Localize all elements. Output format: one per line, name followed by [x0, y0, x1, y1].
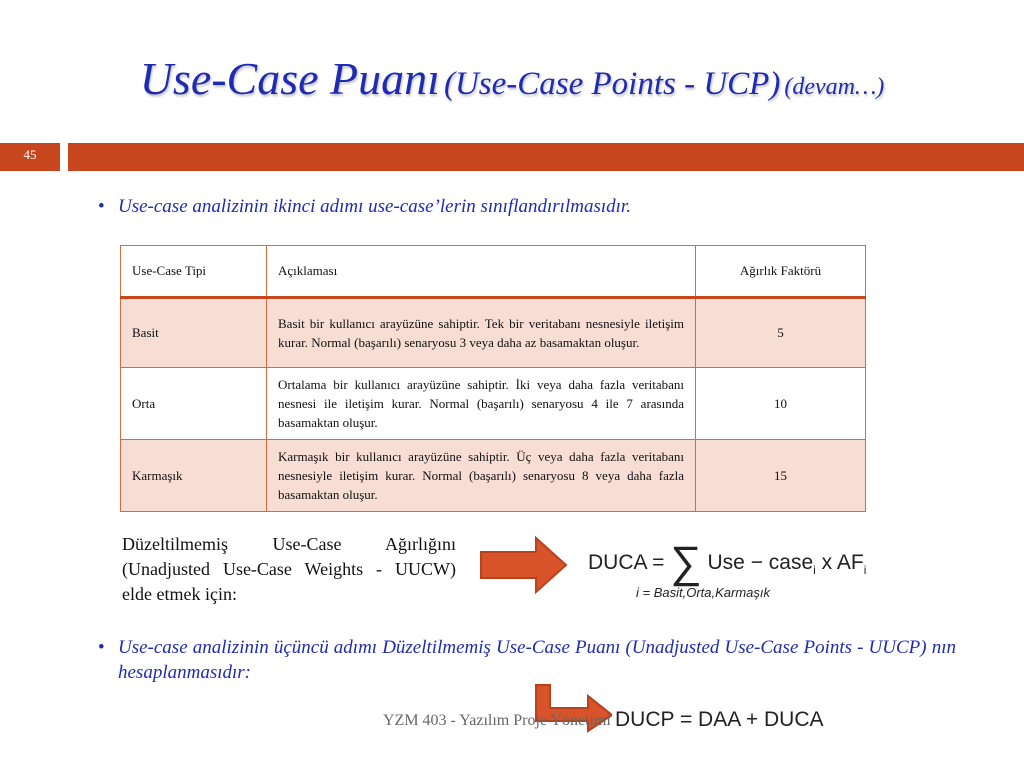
cell-aciklama: Ortalama bir kullanıcı arayüzüne sahiptir. İki veya daha fazla veritabanı nesnesi ile iletişim kurar. Normal (başarılı) senaryosu 4 ile 7 arasında basamaktan oluşur. — [267, 368, 696, 440]
accent-bar — [68, 143, 1024, 171]
cell-faktor: 5 — [696, 298, 866, 368]
table-row — [121, 368, 866, 440]
formula-index: i = Basit,Orta,Karmaşık — [636, 585, 771, 600]
title-sub: (Use-Case Points - UCP) — [443, 66, 781, 102]
slide-number: 45 — [23, 147, 37, 162]
header-tip: Use-Case Tipi — [121, 246, 267, 298]
sigma-icon: ∑ — [670, 538, 702, 587]
cell-aciklama: Basit bir kullanıcı arayüzüne sahiptir. Tek bir veritabanı nesnesiyle iletişim kurar. Normal (başarılı) senaryosu 3 veya daha az basamaktan oluşur. — [267, 298, 696, 368]
table-row — [121, 298, 866, 368]
title-main: Use-Case Puanı — [139, 53, 440, 104]
formula-sub-i: i — [813, 563, 816, 578]
bullet-uucp-text: Use-case analizinin üçüncü adımı Düzeltilmemiş Use-Case Puanı (Unadjusted Use-Case Points - UUCP) nın hesaplanmasıdır: — [118, 637, 956, 683]
formula-sub-i2: i — [863, 563, 867, 578]
formula-term: Use − case — [707, 551, 814, 574]
ducp-formula: DUCP = DAA + DUCA — [612, 708, 827, 732]
bullet-uucp — [98, 635, 956, 685]
bullet-classification — [98, 196, 798, 218]
cell-faktor: 15 — [696, 440, 866, 512]
header-faktor: Ağırlık Faktörü — [696, 246, 866, 298]
title-devam: (devam…) — [784, 74, 885, 100]
slide-title — [0, 52, 1024, 105]
cell-tip: Orta — [121, 368, 267, 440]
duca-formula — [588, 530, 867, 587]
footer: YZM 403 - Yazılım Proje Yönetimi — [383, 712, 611, 729]
header-aciklama: Açıklaması — [267, 246, 696, 298]
right-arrow-icon — [478, 535, 570, 595]
cell-tip: Basit — [121, 298, 267, 368]
use-case-type-table — [120, 245, 866, 512]
cell-tip: Karmaşık — [121, 440, 267, 512]
formula-lhs: DUCA = — [588, 551, 665, 574]
table-header-row — [121, 246, 866, 298]
bullet-classification-text: Use-case analizinin ikinci adımı use-case’lerin sınıflandırılmasıdır. — [118, 196, 631, 217]
table-row — [121, 440, 866, 512]
duca-explanation: Düzeltilmemiş Use-Case Ağırlığını (Unadjusted Use-Case Weights - UUCW) elde etmek için: — [122, 534, 456, 604]
cell-aciklama: Karmaşık bir kullanıcı arayüzüne sahiptir. Üç veya daha fazla veritabanı nesnesiyle iletişim kurar. Normal (başarılı) senaryosu 8 veya daha fazla basamaktan oluşur. — [267, 440, 696, 512]
bullet-icon: • — [98, 637, 105, 658]
formula-times: x AF — [821, 551, 864, 574]
cell-faktor: 10 — [696, 368, 866, 440]
bullet-icon: • — [98, 196, 105, 217]
